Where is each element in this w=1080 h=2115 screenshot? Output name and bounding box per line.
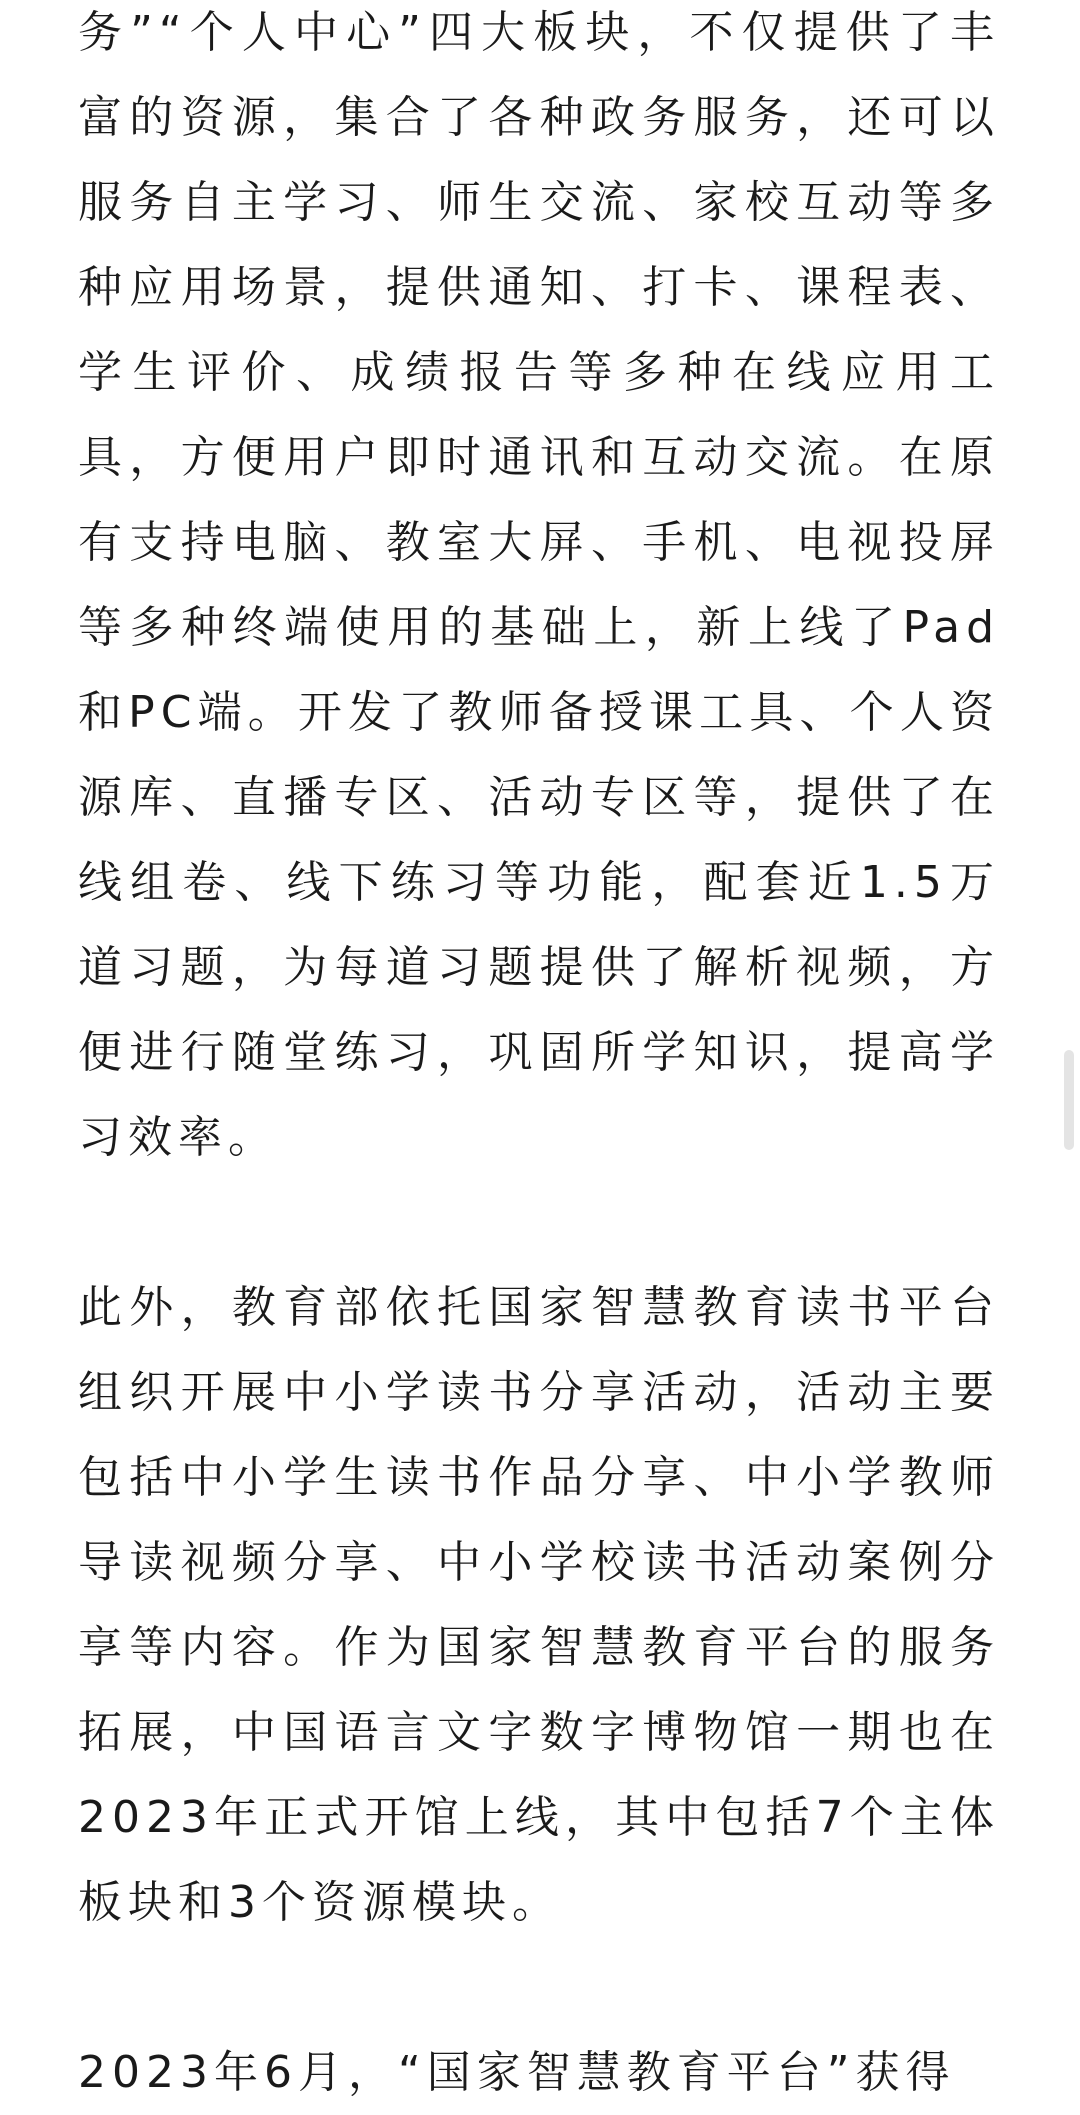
paragraph-june-2023: 2023年6月，“国家智慧教育平台”获得	[78, 2047, 956, 2098]
paragraph-platform-features: 务”“个人中心”四大板块，不仅提供了丰富的资源，集合了各种政务服务，还可以服务自主学习、师生交流、家校互动等多种应用场景，提供通知、打卡、课程表、学生评价、成绩报告等多种在线应用工具，方便用户即时通讯和互动交流。在原有支持电脑、教室大屏、手机、电视投屏等多种终端使用的基础上，新上线了Pad和PC端。开发了教师备授课工具、个人资源库、直播专区、活动专区等，提供了在线组卷、线下练习等功能，配套近1.5万道习题，为每道习题提供了解析视频，方便进行随堂练习，巩固所学知识，提高学习效率。	[78, 7, 1000, 1163]
article-body	[78, 0, 1000, 2115]
paragraph-reading-activities: 此外，教育部依托国家智慧教育读书平台组织开展中小学读书分享活动，活动主要包括中小学生读书作品分享、中小学教师导读视频分享、中小学校读书活动案例分享等内容。作为国家智慧教育平台的服务拓展，中国语言文字数字博物馆一期也在2023年正式开馆上线，其中包括7个主体板块和3个资源模块。	[78, 1282, 1000, 1928]
scrollbar-thumb[interactable]	[1064, 1050, 1074, 1150]
